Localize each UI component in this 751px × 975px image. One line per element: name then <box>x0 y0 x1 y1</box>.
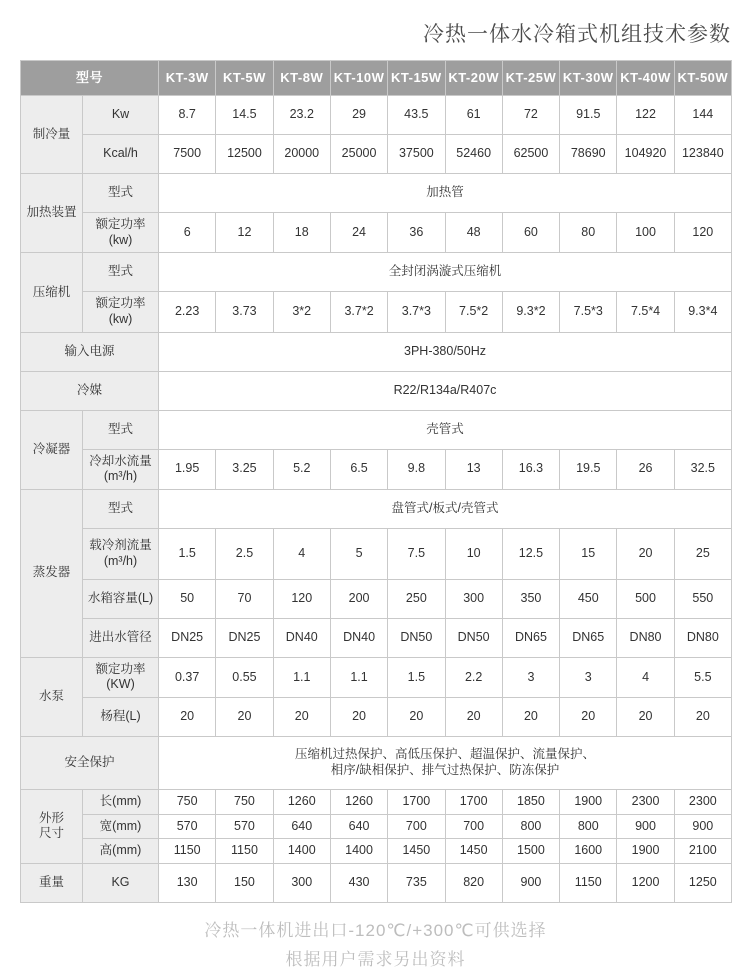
cell: 80 <box>560 213 617 253</box>
cell: 6.5 <box>330 449 387 489</box>
cell: 144 <box>674 96 731 135</box>
cell: 900 <box>674 814 731 839</box>
rowlabel-compressor-power: 额定功率(kw) <box>83 292 159 332</box>
table-row <box>21 657 732 697</box>
rowlabel-length: 长(mm) <box>83 790 159 815</box>
table-row <box>21 449 732 489</box>
cell: 12500 <box>216 135 273 174</box>
rowlabel-heating-power: 额定功率(kw) <box>83 213 159 253</box>
table-row <box>21 371 732 410</box>
header-model-5: KT-20W <box>445 61 502 96</box>
cell: 1900 <box>560 790 617 815</box>
cell: 1.95 <box>159 449 216 489</box>
cell-condenser-type-value: 壳管式 <box>159 410 732 449</box>
header-model-0: KT-3W <box>159 61 216 96</box>
table-row <box>21 863 732 902</box>
cell: 450 <box>560 579 617 618</box>
cell: 570 <box>159 814 216 839</box>
cell-evaporator-type-value: 盘管式/板式/壳管式 <box>159 489 732 528</box>
cell: 130 <box>159 863 216 902</box>
cell: 1.5 <box>159 528 216 579</box>
cell: 3 <box>560 657 617 697</box>
header-model-6: KT-25W <box>502 61 559 96</box>
cell: DN25 <box>159 618 216 657</box>
cell: 20 <box>502 698 559 737</box>
rowgroup-dimensions-line2: 尺寸 <box>38 826 64 841</box>
cell: 8.7 <box>159 96 216 135</box>
cell: 700 <box>445 814 502 839</box>
cell: 20 <box>216 698 273 737</box>
header-model-9: KT-50W <box>674 61 731 96</box>
footer-line-1: 冷热一体机进出口-120℃/+300℃可供选择 <box>204 920 547 940</box>
rowgroup-dimensions-line1: 外形 <box>38 810 64 825</box>
rowlabel-pipe-diameter: 进出水管径 <box>83 618 159 657</box>
cell: 20 <box>674 698 731 737</box>
cell: 2.2 <box>445 657 502 697</box>
cell: 20 <box>330 698 387 737</box>
cell: 350 <box>502 579 559 618</box>
header-model-label: 型号 <box>21 61 159 96</box>
cell-input-power-value: 3PH-380/50Hz <box>159 332 732 371</box>
cell: 5.2 <box>273 449 330 489</box>
cell: 70 <box>216 579 273 618</box>
table-row <box>21 698 732 737</box>
rowgroup-water-pump: 水泵 <box>21 657 83 736</box>
cell: 3.7*2 <box>330 292 387 332</box>
cell: 1200 <box>617 863 674 902</box>
cell: 1900 <box>617 839 674 864</box>
rowgroup-cooling-capacity: 制冷量 <box>21 96 83 174</box>
cell: 5.5 <box>674 657 731 697</box>
rowgroup-refrigerant: 冷媒 <box>21 371 159 410</box>
rowlabel-width: 宽(mm) <box>83 814 159 839</box>
cell: 7.5*4 <box>617 292 674 332</box>
cell: 3.25 <box>216 449 273 489</box>
rowlabel-tank-capacity: 水箱容量(L) <box>83 579 159 618</box>
cell: 7.5*2 <box>445 292 502 332</box>
rowgroup-compressor: 压缩机 <box>21 253 83 332</box>
rowlabel-compressor-type: 型式 <box>83 253 159 292</box>
table-row <box>21 135 732 174</box>
cell: 50 <box>159 579 216 618</box>
header-model-2: KT-8W <box>273 61 330 96</box>
cell: 1150 <box>216 839 273 864</box>
table-row <box>21 528 732 579</box>
cell: 150 <box>216 863 273 902</box>
cell: 750 <box>159 790 216 815</box>
cell: 0.37 <box>159 657 216 697</box>
table-row <box>21 410 732 449</box>
cell: 37500 <box>388 135 445 174</box>
cell: 1.1 <box>273 657 330 697</box>
cell: 60 <box>502 213 559 253</box>
table-header-row <box>21 61 732 96</box>
rowgroup-evaporator: 蒸发器 <box>21 489 83 657</box>
cell: 200 <box>330 579 387 618</box>
rowgroup-dimensions <box>21 790 83 864</box>
cell: 72 <box>502 96 559 135</box>
cell: 2100 <box>674 839 731 864</box>
rowgroup-safety-protection: 安全保护 <box>21 737 159 790</box>
cell: 430 <box>330 863 387 902</box>
cell: 1150 <box>560 863 617 902</box>
cell: 20 <box>560 698 617 737</box>
cell: 104920 <box>617 135 674 174</box>
cell: 820 <box>445 863 502 902</box>
cell-refrigerant-value: R22/R134a/R407c <box>159 371 732 410</box>
cell: 6 <box>159 213 216 253</box>
cell: 13 <box>445 449 502 489</box>
cell: 48 <box>445 213 502 253</box>
cell: 2300 <box>674 790 731 815</box>
cell: 800 <box>560 814 617 839</box>
cell: 24 <box>330 213 387 253</box>
table-row <box>21 737 732 790</box>
cell: 7.5 <box>388 528 445 579</box>
cell: 120 <box>273 579 330 618</box>
cell: 120 <box>674 213 731 253</box>
cell: DN50 <box>445 618 502 657</box>
table-row <box>21 213 732 253</box>
cell: 7.5*3 <box>560 292 617 332</box>
cell: 3 <box>502 657 559 697</box>
cell: 1260 <box>273 790 330 815</box>
safety-line1: 压缩机过热保护、高低压保护、超温保护、流量保护、 <box>294 747 595 762</box>
rowgroup-input-power: 输入电源 <box>21 332 159 371</box>
cell: 900 <box>617 814 674 839</box>
cell: 20000 <box>273 135 330 174</box>
cell: 61 <box>445 96 502 135</box>
cell: 3*2 <box>273 292 330 332</box>
cell: 640 <box>273 814 330 839</box>
cell: 1500 <box>502 839 559 864</box>
rowlabel-heating-type: 型式 <box>83 174 159 213</box>
cell: 1700 <box>445 790 502 815</box>
cell: 4 <box>617 657 674 697</box>
cell: 12 <box>216 213 273 253</box>
table-row <box>21 174 732 213</box>
cell: 52460 <box>445 135 502 174</box>
cell: 43.5 <box>388 96 445 135</box>
footer-line-2: 根据用户需求另出资料 <box>285 949 466 969</box>
cell: 78690 <box>560 135 617 174</box>
cell: 1600 <box>560 839 617 864</box>
cell: 25000 <box>330 135 387 174</box>
table-row <box>21 814 732 839</box>
safety-line2: 相序/缺相保护、排气过热保护、防冻保护 <box>330 763 560 777</box>
table-row <box>21 253 732 292</box>
cell: 15 <box>560 528 617 579</box>
cell: 900 <box>502 863 559 902</box>
cell: DN80 <box>674 618 731 657</box>
cell: 800 <box>502 814 559 839</box>
cell: 26 <box>617 449 674 489</box>
cell: 25 <box>674 528 731 579</box>
cell: 1.5 <box>388 657 445 697</box>
cell: 91.5 <box>560 96 617 135</box>
cell: 250 <box>388 579 445 618</box>
cell: 62500 <box>502 135 559 174</box>
cell: 1850 <box>502 790 559 815</box>
cell: 20 <box>445 698 502 737</box>
cell: 20 <box>617 698 674 737</box>
cell-safety-protection-value <box>159 737 732 790</box>
rowlabel-condenser-type: 型式 <box>83 410 159 449</box>
rowlabel-pump-power: 额定功率(KW) <box>83 657 159 697</box>
cell: 9.8 <box>388 449 445 489</box>
cell: DN25 <box>216 618 273 657</box>
cell: DN65 <box>560 618 617 657</box>
cell: DN80 <box>617 618 674 657</box>
cell: DN50 <box>388 618 445 657</box>
cell: 550 <box>674 579 731 618</box>
cell: 4 <box>273 528 330 579</box>
cell: 14.5 <box>216 96 273 135</box>
cell: 29 <box>330 96 387 135</box>
cell-heating-type-value: 加热管 <box>159 174 732 213</box>
cell: DN40 <box>330 618 387 657</box>
cell: 20 <box>159 698 216 737</box>
specifications-table <box>20 60 732 903</box>
rowlabel-coolant-flow-line2: (m³/h) <box>103 553 138 568</box>
cell: 16.3 <box>502 449 559 489</box>
table-row <box>21 96 732 135</box>
rowlabel-condenser-flow: 冷却水流量(m³/h) <box>83 449 159 489</box>
cell: DN40 <box>273 618 330 657</box>
cell: 2300 <box>617 790 674 815</box>
cell: 1250 <box>674 863 731 902</box>
table-row <box>21 292 732 332</box>
cell: 1400 <box>330 839 387 864</box>
rowgroup-heating-device: 加热装置 <box>21 174 83 253</box>
table-row <box>21 790 732 815</box>
rowlabel-cooling-kw: Kw <box>83 96 159 135</box>
cell: 1.1 <box>330 657 387 697</box>
rowlabel-height: 高(mm) <box>83 839 159 864</box>
cell: DN65 <box>502 618 559 657</box>
cell: 2.5 <box>216 528 273 579</box>
cell: 1400 <box>273 839 330 864</box>
rowlabel-weight-kg: KG <box>83 863 159 902</box>
cell: 500 <box>617 579 674 618</box>
header-model-3: KT-10W <box>330 61 387 96</box>
cell: 20 <box>273 698 330 737</box>
cell: 18 <box>273 213 330 253</box>
table-row <box>21 579 732 618</box>
cell: 5 <box>330 528 387 579</box>
cell: 300 <box>445 579 502 618</box>
cell: 2.23 <box>159 292 216 332</box>
table-row <box>21 839 732 864</box>
cell: 122 <box>617 96 674 135</box>
rowlabel-coolant-flow-line1: 载冷剂流量 <box>89 538 152 553</box>
rowgroup-weight: 重量 <box>21 863 83 902</box>
cell-compressor-type-value: 全封闭涡漩式压缩机 <box>159 253 732 292</box>
cell: 3.7*3 <box>388 292 445 332</box>
cell: 570 <box>216 814 273 839</box>
cell: 9.3*4 <box>674 292 731 332</box>
rowlabel-coolant-flow <box>83 528 159 579</box>
cell: 640 <box>330 814 387 839</box>
cell: 1450 <box>445 839 502 864</box>
cell: 12.5 <box>502 528 559 579</box>
table-row <box>21 332 732 371</box>
cell: 9.3*2 <box>502 292 559 332</box>
cell: 123840 <box>674 135 731 174</box>
rowlabel-cooling-kcal: Kcal/h <box>83 135 159 174</box>
cell: 0.55 <box>216 657 273 697</box>
footer-note <box>0 917 751 975</box>
cell: 1700 <box>388 790 445 815</box>
cell: 100 <box>617 213 674 253</box>
cell: 1260 <box>330 790 387 815</box>
cell: 300 <box>273 863 330 902</box>
rowlabel-evaporator-type: 型式 <box>83 489 159 528</box>
cell: 10 <box>445 528 502 579</box>
cell: 20 <box>617 528 674 579</box>
header-model-4: KT-15W <box>388 61 445 96</box>
cell: 1150 <box>159 839 216 864</box>
rowlabel-pump-head: 杨程(L) <box>83 698 159 737</box>
cell: 735 <box>388 863 445 902</box>
cell: 7500 <box>159 135 216 174</box>
table-row <box>21 618 732 657</box>
cell: 32.5 <box>674 449 731 489</box>
cell: 750 <box>216 790 273 815</box>
cell: 1450 <box>388 839 445 864</box>
header-model-8: KT-40W <box>617 61 674 96</box>
cell: 3.73 <box>216 292 273 332</box>
cell: 23.2 <box>273 96 330 135</box>
table-row <box>21 489 732 528</box>
cell: 20 <box>388 698 445 737</box>
header-model-1: KT-5W <box>216 61 273 96</box>
page-title: 冷热一体水冷箱式机组技术参数 <box>423 23 731 46</box>
cell: 36 <box>388 213 445 253</box>
cell: 700 <box>388 814 445 839</box>
rowgroup-condenser: 冷凝器 <box>21 410 83 489</box>
header-model-7: KT-30W <box>560 61 617 96</box>
cell: 19.5 <box>560 449 617 489</box>
